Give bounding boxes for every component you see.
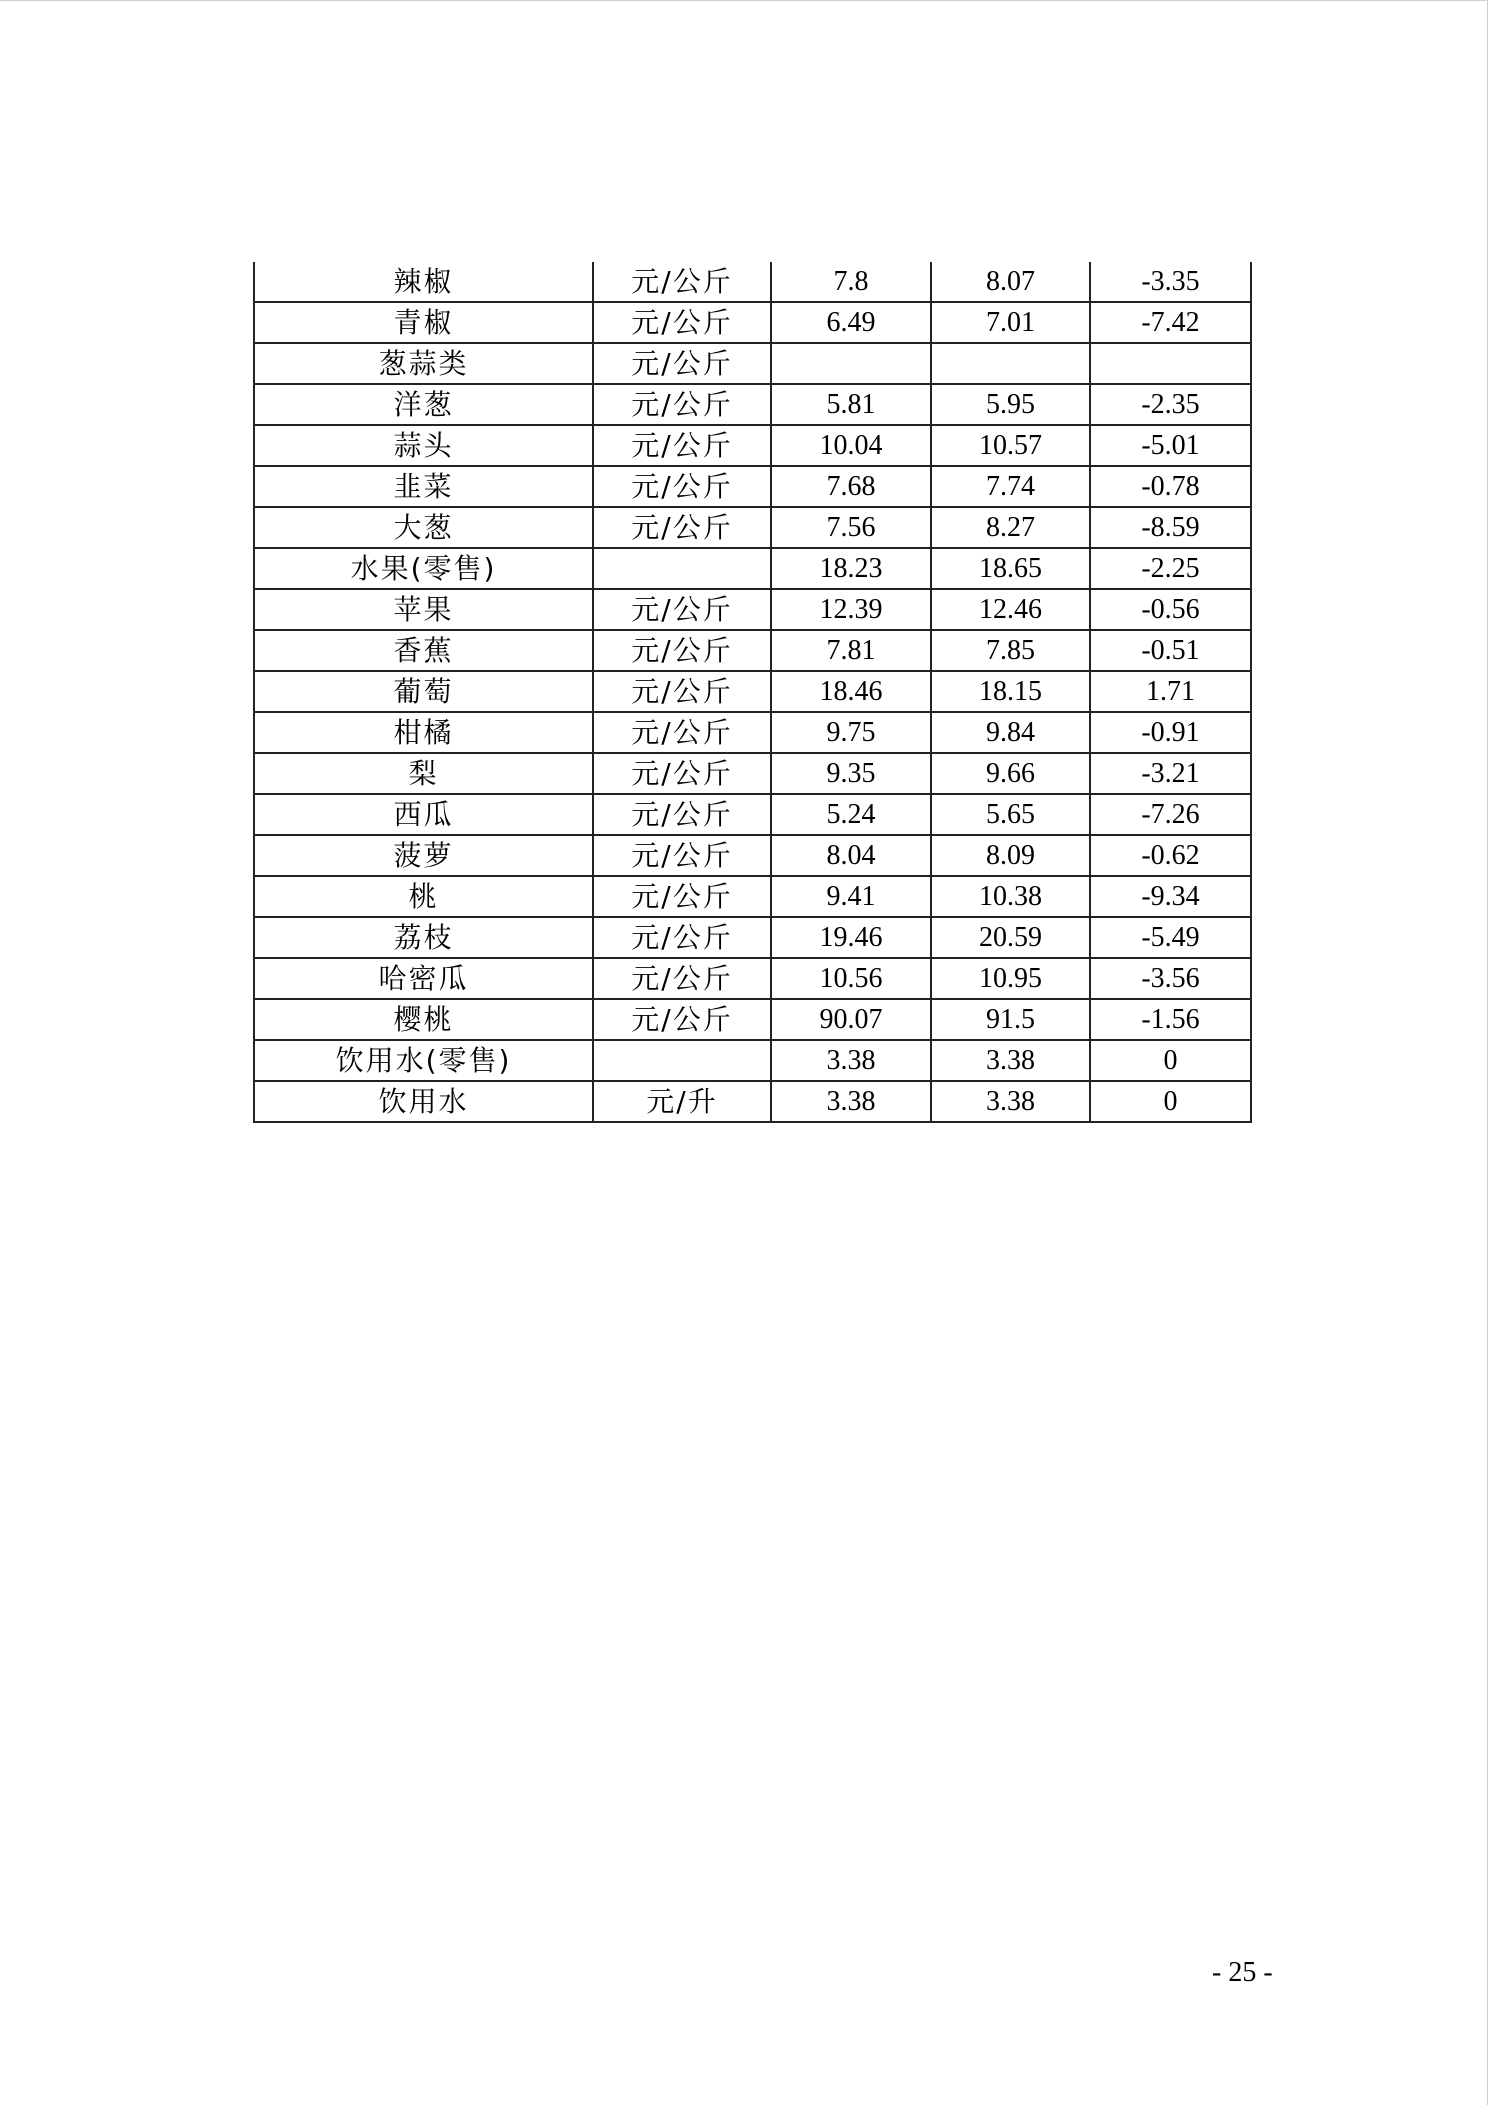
unit-cell: 元/公斤 [593, 794, 771, 835]
item-name-cell: 蒜头 [254, 425, 593, 466]
item-name-cell: 葱蒜类 [254, 343, 593, 384]
unit-cell: 元/公斤 [593, 507, 771, 548]
current-price-cell: 5.81 [771, 384, 931, 425]
previous-price-cell: 7.85 [931, 630, 1090, 671]
previous-price-cell: 9.84 [931, 712, 1090, 753]
current-price-cell: 7.8 [771, 262, 931, 302]
unit-cell: 元/公斤 [593, 712, 771, 753]
table-row [254, 753, 1251, 794]
current-price-cell: 9.35 [771, 753, 931, 794]
unit-cell: 元/升 [593, 1081, 771, 1122]
item-name-cell: 菠萝 [254, 835, 593, 876]
unit-cell [593, 548, 771, 589]
unit-cell: 元/公斤 [593, 589, 771, 630]
change-percent-cell: -5.01 [1090, 425, 1251, 466]
previous-price-cell: 8.07 [931, 262, 1090, 302]
previous-price-cell: 10.95 [931, 958, 1090, 999]
previous-price-cell: 8.27 [931, 507, 1090, 548]
unit-cell: 元/公斤 [593, 630, 771, 671]
table-row [254, 1040, 1251, 1081]
item-name-cell: 樱桃 [254, 999, 593, 1040]
price-table [253, 262, 1252, 1123]
current-price-cell: 9.75 [771, 712, 931, 753]
table-row [254, 671, 1251, 712]
item-name-cell: 荔枝 [254, 917, 593, 958]
previous-price-cell: 12.46 [931, 589, 1090, 630]
table-row [254, 917, 1251, 958]
table-row [254, 384, 1251, 425]
table-row [254, 1081, 1251, 1122]
current-price-cell: 3.38 [771, 1040, 931, 1081]
current-price-cell: 18.23 [771, 548, 931, 589]
item-name-cell: 韭菜 [254, 466, 593, 507]
previous-price-cell: 3.38 [931, 1040, 1090, 1081]
current-price-cell: 7.81 [771, 630, 931, 671]
unit-cell: 元/公斤 [593, 343, 771, 384]
table-row [254, 589, 1251, 630]
unit-cell: 元/公斤 [593, 262, 771, 302]
previous-price-cell: 10.57 [931, 425, 1090, 466]
change-percent-cell: -5.49 [1090, 917, 1251, 958]
current-price-cell [771, 343, 931, 384]
current-price-cell: 5.24 [771, 794, 931, 835]
item-name-cell: 西瓜 [254, 794, 593, 835]
current-price-cell: 6.49 [771, 302, 931, 343]
current-price-cell: 9.41 [771, 876, 931, 917]
previous-price-cell: 18.65 [931, 548, 1090, 589]
table-row [254, 548, 1251, 589]
item-name-cell: 水果(零售) [254, 548, 593, 589]
previous-price-cell: 3.38 [931, 1081, 1090, 1122]
change-percent-cell: -0.62 [1090, 835, 1251, 876]
item-name-cell: 柑橘 [254, 712, 593, 753]
previous-price-cell: 10.38 [931, 876, 1090, 917]
change-percent-cell: 1.71 [1090, 671, 1251, 712]
unit-cell: 元/公斤 [593, 384, 771, 425]
change-percent-cell: -2.35 [1090, 384, 1251, 425]
unit-cell [593, 1040, 771, 1081]
previous-price-cell: 8.09 [931, 835, 1090, 876]
item-name-cell: 葡萄 [254, 671, 593, 712]
current-price-cell: 10.04 [771, 425, 931, 466]
item-name-cell: 哈密瓜 [254, 958, 593, 999]
previous-price-cell: 5.65 [931, 794, 1090, 835]
current-price-cell: 18.46 [771, 671, 931, 712]
change-percent-cell: -2.25 [1090, 548, 1251, 589]
previous-price-cell: 20.59 [931, 917, 1090, 958]
item-name-cell: 饮用水(零售) [254, 1040, 593, 1081]
change-percent-cell: -3.21 [1090, 753, 1251, 794]
change-percent-cell: 0 [1090, 1040, 1251, 1081]
item-name-cell: 洋葱 [254, 384, 593, 425]
item-name-cell: 梨 [254, 753, 593, 794]
current-price-cell: 7.68 [771, 466, 931, 507]
table-row [254, 999, 1251, 1040]
table-row [254, 343, 1251, 384]
table-row [254, 466, 1251, 507]
table-row [254, 712, 1251, 753]
previous-price-cell: 9.66 [931, 753, 1090, 794]
change-percent-cell: -3.35 [1090, 262, 1251, 302]
item-name-cell: 饮用水 [254, 1081, 593, 1122]
item-name-cell: 青椒 [254, 302, 593, 343]
change-percent-cell: -0.56 [1090, 589, 1251, 630]
unit-cell: 元/公斤 [593, 917, 771, 958]
unit-cell: 元/公斤 [593, 671, 771, 712]
current-price-cell: 12.39 [771, 589, 931, 630]
change-percent-cell: -7.42 [1090, 302, 1251, 343]
unit-cell: 元/公斤 [593, 425, 771, 466]
unit-cell: 元/公斤 [593, 753, 771, 794]
current-price-cell: 10.56 [771, 958, 931, 999]
table-row [254, 835, 1251, 876]
unit-cell: 元/公斤 [593, 466, 771, 507]
change-percent-cell: -3.56 [1090, 958, 1251, 999]
change-percent-cell [1090, 343, 1251, 384]
change-percent-cell: 0 [1090, 1081, 1251, 1122]
table-row [254, 876, 1251, 917]
previous-price-cell: 5.95 [931, 384, 1090, 425]
table-row [254, 630, 1251, 671]
table-row [254, 262, 1251, 302]
current-price-cell: 3.38 [771, 1081, 931, 1122]
item-name-cell: 大葱 [254, 507, 593, 548]
table-row [254, 794, 1251, 835]
unit-cell: 元/公斤 [593, 876, 771, 917]
unit-cell: 元/公斤 [593, 958, 771, 999]
item-name-cell: 苹果 [254, 589, 593, 630]
change-percent-cell: -0.78 [1090, 466, 1251, 507]
current-price-cell: 90.07 [771, 999, 931, 1040]
page-number: - 25 - [1212, 1957, 1273, 1988]
unit-cell: 元/公斤 [593, 302, 771, 343]
previous-price-cell [931, 343, 1090, 384]
previous-price-cell: 18.15 [931, 671, 1090, 712]
change-percent-cell: -1.56 [1090, 999, 1251, 1040]
unit-cell: 元/公斤 [593, 999, 771, 1040]
item-name-cell: 桃 [254, 876, 593, 917]
table-row [254, 958, 1251, 999]
change-percent-cell: -0.91 [1090, 712, 1251, 753]
change-percent-cell: -0.51 [1090, 630, 1251, 671]
price-table-body [254, 262, 1251, 1122]
table-row [254, 425, 1251, 466]
current-price-cell: 7.56 [771, 507, 931, 548]
change-percent-cell: -8.59 [1090, 507, 1251, 548]
previous-price-cell: 7.01 [931, 302, 1090, 343]
item-name-cell: 辣椒 [254, 262, 593, 302]
unit-cell: 元/公斤 [593, 835, 771, 876]
change-percent-cell: -7.26 [1090, 794, 1251, 835]
item-name-cell: 香蕉 [254, 630, 593, 671]
table-row [254, 302, 1251, 343]
previous-price-cell: 7.74 [931, 466, 1090, 507]
change-percent-cell: -9.34 [1090, 876, 1251, 917]
current-price-cell: 19.46 [771, 917, 931, 958]
previous-price-cell: 91.5 [931, 999, 1090, 1040]
table-row [254, 507, 1251, 548]
page-edge-top [0, 0, 1488, 1]
current-price-cell: 8.04 [771, 835, 931, 876]
